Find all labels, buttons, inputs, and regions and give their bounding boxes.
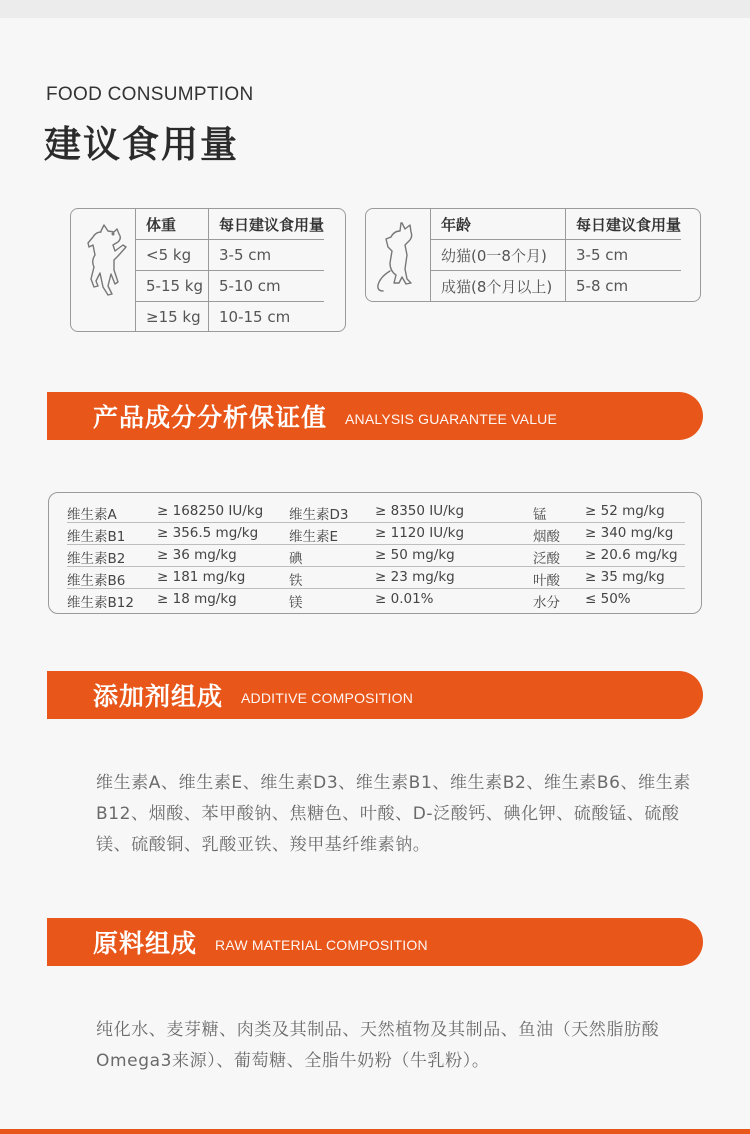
table-row [67,566,685,589]
analysis-guarantee-table [48,492,702,614]
header-weight: 体重 [136,209,209,240]
section-eyebrow: FOOD CONSUMPTION [46,84,254,105]
nutrient-value: ≥ 18 mg/kg [157,591,237,607]
header-daily-amount: 每日建议食用量 [566,209,682,240]
banner-title-en: RAW MATERIAL COMPOSITION [215,937,428,953]
nutrient-name: 维生素D3 [289,507,349,523]
nutrient-name: 锰 [533,507,547,523]
amount-cell: 5-10 cm [209,271,325,302]
table-row [431,271,681,302]
nutrient-value: ≥ 8350 IU/kg [375,503,465,519]
banner-title-cn: 产品成分分析保证值 [93,403,328,432]
header-age: 年龄 [431,209,566,240]
dog-feeding-table [70,208,346,332]
nutrient-value: ≥ 35 mg/kg [585,569,665,585]
nutrient-name: 叶酸 [533,573,560,589]
header-daily-amount: 每日建议食用量 [209,209,325,240]
nutrient-value: ≥ 23 mg/kg [375,569,455,585]
nutrient-name: 镁 [289,595,303,611]
nutrient-name: 碘 [289,551,303,567]
banner-title-cn: 添加剂组成 [93,682,224,711]
age-cell: 成猫(8个月以上) [431,271,566,302]
table-row [136,302,324,333]
nutrient-name: 维生素B1 [67,529,126,545]
banner-title-en: ANALYSIS GUARANTEE VALUE [345,411,558,427]
page-title: 建议食用量 [44,123,239,166]
weight-cell: 5-15 kg [136,271,209,302]
nutrient-value: ≥ 52 mg/kg [585,503,665,519]
table-header-row [431,209,681,240]
nutrient-name: 泛酸 [533,551,560,567]
nutrient-name: 维生素E [289,529,339,545]
raw-material-composition-text: 纯化水、麦芽糖、肉类及其制品、天然植物及其制品、鱼油（天然脂肪酸Omega3来源）、葡萄糖、全脂牛奶粉（牛乳粉）。 [96,1020,660,1071]
nutrient-value: ≥ 181 mg/kg [157,569,246,585]
nutrient-name: 维生素B6 [67,573,126,589]
nutrient-name: 铁 [289,573,303,589]
raw-material-section-banner [47,918,703,966]
dog-feeding-grid [136,209,324,332]
top-band [0,0,750,18]
amount-cell: 3-5 cm [566,240,682,271]
dog-image-cell [71,209,136,331]
cat-feeding-table [365,208,701,302]
table-header-row [136,209,324,240]
additive-composition-text: 维生素A、维生素E、维生素D3、维生素B1、维生素B2、维生素B6、维生素B12、烟酸、苯甲酸钠、焦糖色、叶酸、D-泛酸钙、碘化钾、硫酸锰、硫酸镁、硫酸铜、乳酸亚铁、羧甲基纤维素钠。 [96,773,691,855]
analysis-section-banner [47,392,703,440]
nutrient-value: ≥ 50 mg/kg [375,547,455,563]
nutrient-name: 水分 [533,595,560,611]
age-cell: 幼猫(0一8个月) [431,240,566,271]
nutrient-value: ≥ 20.6 mg/kg [585,547,678,563]
table-row [136,271,324,302]
table-row [67,500,685,523]
banner-title-cn: 原料组成 [93,929,198,958]
nutrient-name: 维生素B12 [67,595,134,611]
nutrient-value: ≤ 50% [585,591,631,607]
banner-title-en: ADDITIVE COMPOSITION [241,690,414,706]
weight-cell: ≥15 kg [136,302,209,333]
cat-feeding-grid [431,209,681,301]
nutrient-name: 烟酸 [533,529,560,545]
table-row [431,240,681,271]
additive-section-banner [47,671,703,719]
table-row [67,588,685,610]
table-row [67,522,685,545]
dog-silhouette-icon [77,219,129,319]
weight-cell: <5 kg [136,240,209,271]
nutrient-value: ≥ 1120 IU/kg [375,525,465,541]
cat-image-cell [366,209,431,301]
nutrient-name: 维生素A [67,507,117,523]
table-row [67,544,685,567]
bottom-accent-line [0,1129,750,1134]
amount-cell: 5-8 cm [576,277,629,295]
amount-cell: 10-15 cm [219,308,291,326]
nutrient-value: ≥ 356.5 mg/kg [157,525,259,541]
amount-cell: 3-5 cm [209,240,325,271]
cat-silhouette-icon [372,219,424,295]
nutrient-value: ≥ 168250 IU/kg [157,503,264,519]
nutrient-value: ≥ 340 mg/kg [585,525,674,541]
nutrient-value: ≥ 36 mg/kg [157,547,237,563]
nutrient-name: 维生素B2 [67,551,126,567]
table-row [136,240,324,271]
nutrient-value: ≥ 0.01% [375,591,434,607]
